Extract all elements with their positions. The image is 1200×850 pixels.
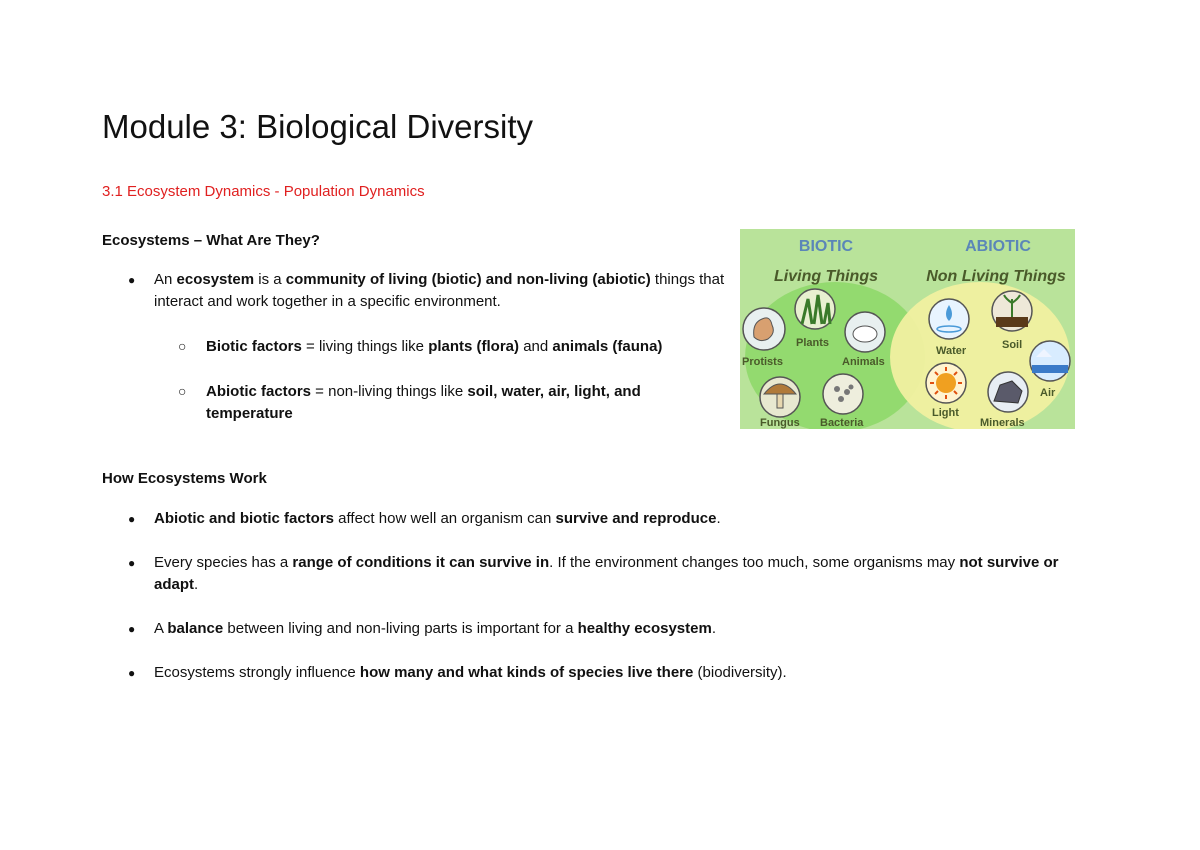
list-item: ○ Abiotic factors = non-living things like soil, water, air, light, and temperature <box>178 381 676 425</box>
minerals-label: Minerals <box>980 417 1025 429</box>
abiotic-subtitle: Non Living Things <box>926 268 1066 285</box>
plants-label: Plants <box>796 337 830 349</box>
animals-icon <box>845 312 885 352</box>
heading-what-are-they: Ecosystems – What Are They? <box>102 232 320 249</box>
protists-icon <box>743 308 785 350</box>
how-ecosystems-work-list <box>128 508 1103 684</box>
list-item: ● Every species has a range of conditions it can survive in. If the environment changes too much, some organisms may not survive or adapt. <box>128 554 1059 593</box>
list-item: ○ Biotic factors = living things like plants (flora) and animals (fauna) <box>178 336 728 358</box>
plants-icon <box>795 289 835 329</box>
minerals-icon <box>988 372 1028 412</box>
page-title: Module 3: Biological Diversity <box>102 108 534 145</box>
air-label: Air <box>1040 387 1056 399</box>
circle-bullet-icon: ○ <box>178 383 187 399</box>
biotic-abiotic-illustration <box>740 229 1075 429</box>
water-label: Water <box>936 345 967 357</box>
air-icon <box>1030 341 1070 381</box>
protists-label: Protists <box>742 356 783 368</box>
list-item: ● An ecosystem is a community of living (biotic) and non-living (abiotic) things that interact and work together in a specific environment. <box>128 271 725 310</box>
bullet-icon: ● <box>128 556 136 570</box>
bullet-icon: ● <box>128 666 136 680</box>
list-item: ● Abiotic and biotic factors affect how well an organism can survive and reproduce. <box>128 508 1103 530</box>
bullet-icon: ● <box>128 622 136 636</box>
fungus-icon <box>760 377 800 417</box>
list-item: ● Ecosystems strongly influence how many and what kinds of species live there (biodiversity). <box>128 662 1103 684</box>
animals-label: Animals <box>842 356 885 368</box>
soil-label: Soil <box>1002 339 1023 351</box>
bacteria-label: Bacteria <box>820 417 864 429</box>
light-label: Light <box>932 407 959 419</box>
biotic-subtitle: Living Things <box>774 268 878 285</box>
fungus-label: Fungus <box>760 417 800 429</box>
heading-how-ecosystems-work: How Ecosystems Work <box>102 470 267 487</box>
list-item: ● A balance between living and non-living parts is important for a healthy ecosystem. <box>128 618 1103 640</box>
soil-icon <box>992 291 1032 331</box>
section-subtitle: 3.1 Ecosystem Dynamics - Population Dynamics <box>102 183 425 200</box>
biotic-title: BIOTIC <box>798 238 854 255</box>
bullet-icon: ● <box>128 512 136 526</box>
bacteria-icon <box>823 374 863 414</box>
bullet-icon: ● <box>128 273 136 287</box>
circle-bullet-icon: ○ <box>178 338 187 354</box>
abiotic-title: ABIOTIC <box>965 238 1031 255</box>
ecosystem-definition-list <box>128 269 728 425</box>
light-icon <box>926 363 966 403</box>
water-icon <box>929 299 969 339</box>
